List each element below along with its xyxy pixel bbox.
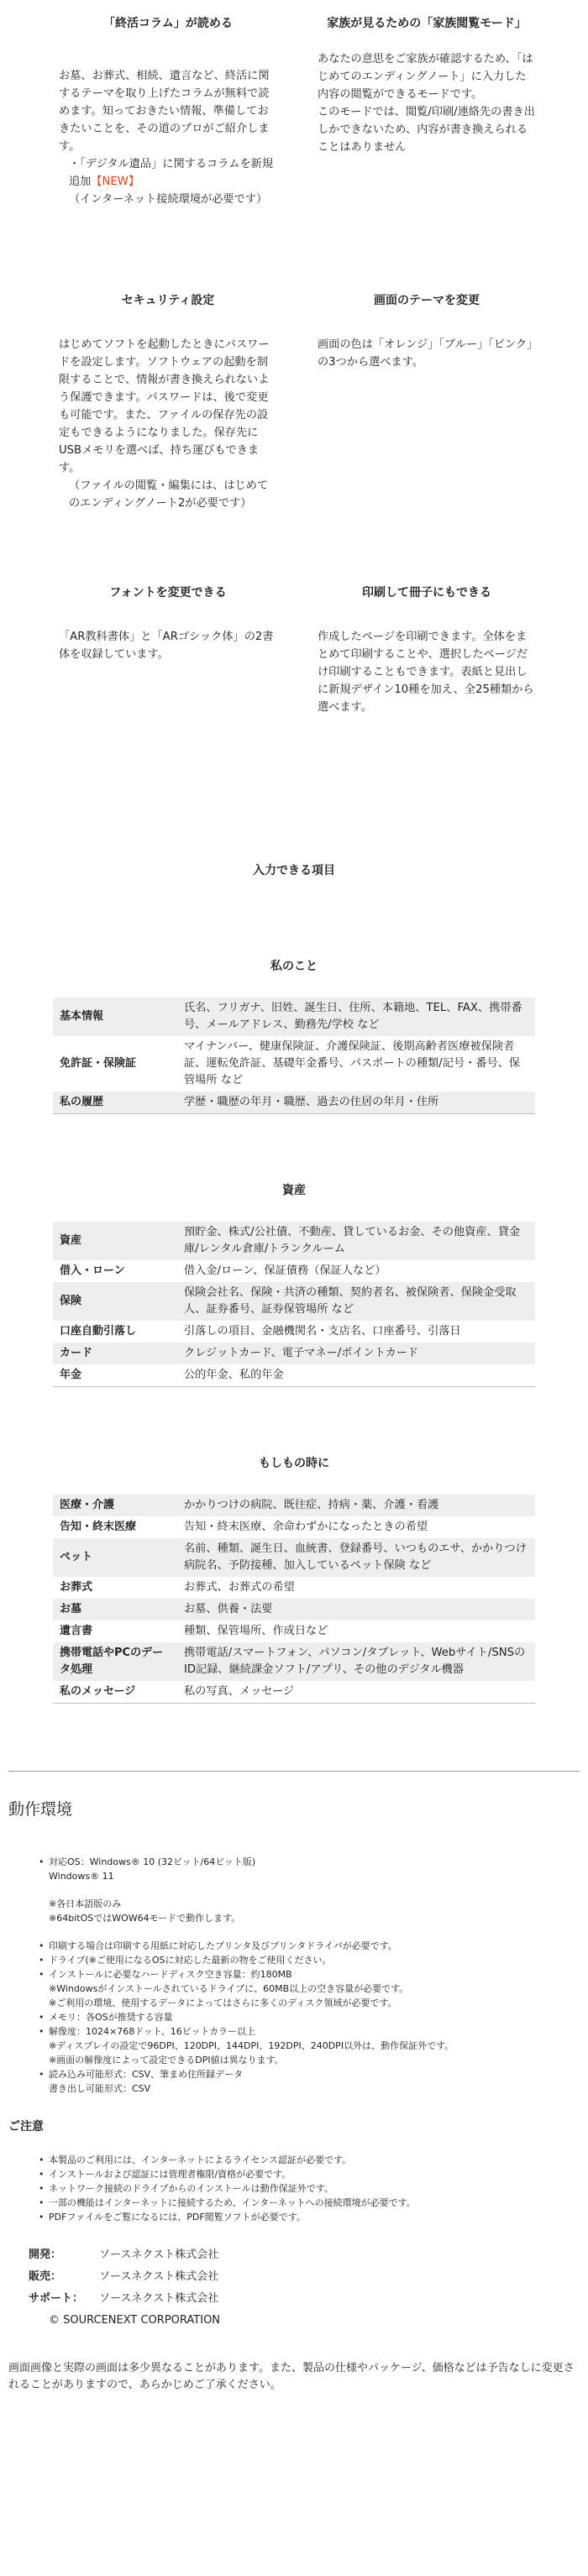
feature-column-font <box>59 584 277 861</box>
item-details: 学歴・職歴の年月・職歴、過去の住居の年月・住所 <box>177 1092 535 1114</box>
input-items-table <box>53 1495 535 1704</box>
input-section <box>8 957 580 1114</box>
environment-title: 動作環境 <box>8 1800 73 1819</box>
feature-line: （インターネット接続環境が必要です） <box>69 193 268 206</box>
feature-line-text: ・「デジタル遺品」に関するコラムを新規追加 <box>69 158 274 188</box>
requirements-list <box>8 1855 580 2096</box>
item-details: 借入金/ローン、保証債務（保証人など） <box>184 1264 386 1277</box>
item-category: 遺言書 <box>60 1625 93 1637</box>
item-category: 資産 <box>53 1222 177 1260</box>
table-row <box>53 1321 535 1343</box>
item-category: ペット <box>53 1538 177 1577</box>
requirement-item: • 読み込み可能形式：CSV、筆まめ住所録データ <box>39 2067 580 2081</box>
feature-title: 印刷して冊子にもできる <box>362 586 491 599</box>
requirement-item: ※各日本語版のみ <box>49 1898 122 1909</box>
notes-list <box>8 2153 580 2224</box>
feature-column-security <box>59 292 277 584</box>
credit-value: ソースネクスト株式会社 <box>99 2292 219 2305</box>
list-spacer <box>39 1925 580 1939</box>
item-category: 免許証・保険証 <box>60 1057 137 1070</box>
feature-text <box>59 67 277 208</box>
feature-column-print <box>318 584 536 861</box>
feature-row <box>8 15 580 292</box>
feature-text <box>318 336 536 371</box>
feature-line: （ファイルの閲覧・編集には、はじめてのエンディングノート2が必要です） <box>69 479 269 510</box>
feature-line: 作成したページを印刷できます。全体をまとめて印刷することや、選択したページだけ印刷することもできます。表紙と見出しに新規デザイン10種を加え、全25種類から選べます。 <box>318 631 534 714</box>
feature-text <box>59 628 277 663</box>
feature-title: フォントを変更できる <box>109 586 227 599</box>
table-row <box>53 1620 535 1642</box>
table-row <box>53 1282 535 1321</box>
requirement-item: ※ご利用の環境、使用するデータによってはさらに多くのディスク領域が必要です。 <box>49 1997 397 2008</box>
item-details: お墓、供養・法要 <box>177 1599 535 1620</box>
item-category: 私のメッセージ <box>60 1685 136 1698</box>
feature-title: 「終活コラム」が読める <box>103 17 233 30</box>
requirement-item: 書き出し可能形式：CSV <box>49 2083 151 2094</box>
item-details: かかりつけの病院、既往症、持病・薬、介護・看護 <box>177 1495 535 1516</box>
requirement-item: • 印刷する場合は印刷する用紙に対応したプリンタ及びプリンタドライバが必要です。 <box>39 1939 580 1953</box>
features-section <box>8 0 580 861</box>
note-item: • インストールおよび認証には管理者権限/資格が必要です。 <box>39 2167 580 2181</box>
list-spacer <box>39 1883 580 1897</box>
table-row <box>53 1222 535 1260</box>
credit-value: ソースネクスト株式会社 <box>99 2249 219 2261</box>
feature-title: 家族が見るための「家族閲覧モード」 <box>327 17 527 30</box>
item-category: お墓 <box>53 1599 177 1620</box>
copyright: © SOURCENEXT CORPORATION <box>49 2314 221 2327</box>
item-category: 携帯電話やPCのデータ処理 <box>53 1642 177 1681</box>
requirement-item: • インストールに必要なハードディスク空き容量：約180MB <box>39 1967 580 1982</box>
table-row <box>53 1516 535 1538</box>
item-details: 種類、保管場所、作成日など <box>184 1625 328 1637</box>
item-category: 基本情報 <box>53 997 177 1036</box>
requirement-item: • 対応OS：Windows® 10 (32ビット/64ビット版) <box>39 1855 580 1869</box>
feature-text <box>318 628 536 716</box>
table-row <box>53 1036 535 1092</box>
requirement-item: • ドライブ(※ご使用になるOSに対応した最新の物をご使用ください。 <box>39 1953 580 1967</box>
input-section-title: 私のこと <box>270 960 318 973</box>
item-category: 年金 <box>60 1369 82 1381</box>
requirement-item: • 解像度：1024×768ドット、16ビットカラー以上 <box>39 2024 580 2039</box>
input-items-table <box>53 1222 535 1387</box>
item-details: 預貯金、株式/公社債、不動産、貸しているお金、その他資産、貸金庫/レンタル倉庫/トランクルーム <box>177 1222 535 1260</box>
credits <box>29 2244 580 2332</box>
note-item: • 一部の機能はインターネットに接続するため、インターネットへの接続環境が必要です。 <box>39 2196 580 2210</box>
input-items-table <box>53 997 535 1114</box>
credit-row <box>29 2266 580 2288</box>
feature-line: このモードでは、閲覧/印刷/連絡先の書き出しかできないため、内容が書き換えられることはありません <box>318 106 535 154</box>
item-details: お葬式、お葬式の希望 <box>184 1581 295 1594</box>
requirement-item: ※画面の解像度によって設定できるDPI値は異なります。 <box>49 2055 284 2066</box>
table-row <box>53 1681 535 1704</box>
table-row <box>53 1495 535 1516</box>
feature-line: お墓、お葬式、相続、遺言など、終活に関するテーマを取り上げたコラムが無料で読めます。知っておきたい情報、準備しておきたいことを、その道のプロがご紹介します。 <box>59 70 270 153</box>
item-details: マイナンバー、健康保険証、介護保険証、後期高齢者医療被保険者証、運転免許証、基礎年金番号、パスポートの種類/記号・番号、保管場所 など <box>184 1040 521 1086</box>
item-details: 携帯電話/スマートフォン、パソコン/タブレット、Webサイト/SNSのID記録、継続課金ソフト/アプリ、その他のデジタル機器 <box>177 1642 535 1681</box>
item-category: 口座自動引落し <box>60 1325 137 1338</box>
feature-text <box>59 336 277 512</box>
feature-title: セキュリティ設定 <box>121 294 215 307</box>
item-category: 借入・ローン <box>60 1264 125 1277</box>
feature-row <box>8 584 580 861</box>
credit-row <box>29 2244 580 2266</box>
input-section-title: 資産 <box>282 1184 306 1197</box>
credit-row <box>29 2288 580 2310</box>
requirement-item: Windows® 11 <box>49 1871 114 1882</box>
table-row <box>53 1642 535 1681</box>
feature-column-theme <box>318 292 536 584</box>
feature-column-essay <box>59 15 277 292</box>
feature-line <box>59 155 277 191</box>
table-row <box>53 1538 535 1577</box>
notes-title: ご注意 <box>8 2120 44 2134</box>
item-details: 氏名、フリガナ、旧姓、誕生日、住所、本籍地、TEL、FAX、携帯番号、メールアドレス、勤務先/学校 など <box>177 997 535 1036</box>
input-section <box>8 1454 580 1704</box>
table-row <box>53 1599 535 1620</box>
item-category: 私の履歴 <box>53 1092 177 1114</box>
input-section <box>8 1181 580 1387</box>
section-divider <box>8 1771 580 1772</box>
item-details: 名前、種類、誕生日、血統書、登録番号、いつものエサ、かかりつけ病院名、予防接種、加入しているペット保険 など <box>177 1538 535 1577</box>
table-row <box>53 1092 535 1114</box>
item-details: クレジットカード、電子マネー/ポイントカード <box>177 1343 535 1364</box>
note-item: • ネットワーク接続のドライブからのインストールは動作保証外です。 <box>39 2181 580 2196</box>
item-details: 保険会社名、保険・共済の種類、契約者名、被保険者、保険金受取人、証券番号、証券保管場所 など <box>177 1282 535 1321</box>
item-category: 医療・介護 <box>53 1495 177 1516</box>
feature-line: 画面の色は「オレンジ」「ブルー」「ピンク」の3つから選べます。 <box>318 338 533 369</box>
requirement-item: ※Windowsがインストールされているドライブに、60MB以上の空き容量が必要です。 <box>49 1983 409 1994</box>
item-details: 告知・終末医療、余命わずかになったときの希望 <box>184 1521 428 1533</box>
table-row <box>53 1364 535 1387</box>
item-category: 告知・終末医療 <box>60 1521 137 1533</box>
feature-column-family-mode <box>318 15 536 292</box>
requirement-item: • メモリ：各OSが推奨する容量 <box>39 2010 580 2024</box>
table-row <box>53 997 535 1036</box>
table-row <box>53 1343 535 1364</box>
feature-line: あなたの意思をご家族が確認するため、「はじめてのエンディングノート」に入力した内容の閲覧ができるモードです。 <box>318 53 533 101</box>
item-details: 公的年金、私的年金 <box>184 1369 284 1381</box>
item-details: 私の写真、メッセージ <box>184 1685 295 1698</box>
credit-label: 販売： <box>29 2270 62 2283</box>
item-category: カード <box>53 1343 177 1364</box>
feature-line: はじめてソフトを起動したときにパスワードを設定します。ソフトウェアの起動を制限することで、情報が書き換えられないよう保護できます。パスワードは、後で変更も可能です。また、ファイルの保存先の設定もできるようになりました。保存先にUSBメモリを選べば、持ち運びもできます。 <box>59 338 270 474</box>
table-row <box>53 1260 535 1282</box>
requirement-item: ※ディスプレイの設定で96DPI、120DPI、144DPI、192DPI、240DPI以外は、動作保証外です。 <box>49 2040 454 2051</box>
footer-disclaimer: 画面画像と実際の画面は多少異なることがあります。また、製品の仕様やパッケージ、価格などは予告なしに変更されることがありますので、あらかじめご了承ください。 <box>8 2362 575 2391</box>
item-category: お葬式 <box>60 1581 93 1594</box>
credit-label: サポート： <box>29 2292 84 2305</box>
feature-row <box>8 292 580 584</box>
credit-label: 開発： <box>29 2249 62 2261</box>
note-item: • PDFファイルをご覧になるには、PDF閲覧ソフトが必要です。 <box>39 2210 580 2224</box>
new-badge: 【NEW】 <box>91 175 139 188</box>
input-items-sections <box>8 957 580 1704</box>
note-item: • 本製品のご利用には、インターネットによるライセンス認証が必要です。 <box>39 2153 580 2167</box>
feature-line: 「AR教科書体」と「ARゴシック体」の2書体を収録しています。 <box>59 631 274 661</box>
item-category: 保険 <box>53 1282 177 1321</box>
input-section-title: もしもの時に <box>259 1457 329 1470</box>
credit-value: ソースネクスト株式会社 <box>99 2270 219 2283</box>
requirement-item: ※64bitOSではWOW64モードで動作します。 <box>49 1913 241 1924</box>
table-row <box>53 1577 535 1599</box>
feature-text <box>318 50 536 156</box>
input-items-title: 入力できる項目 <box>253 864 335 877</box>
feature-title: 画面のテーマを変更 <box>374 294 480 307</box>
item-details: 引落しの項目、金融機関名・支店名、口座番号、引落日 <box>184 1325 461 1338</box>
